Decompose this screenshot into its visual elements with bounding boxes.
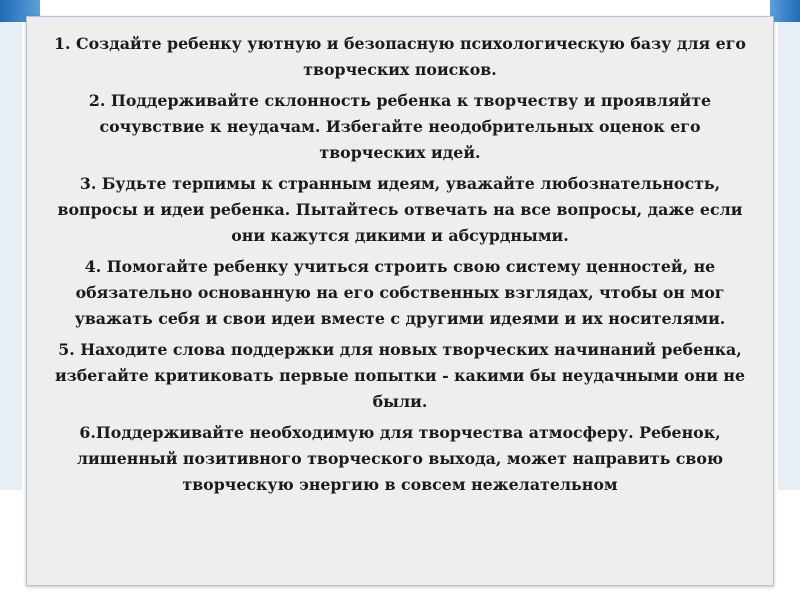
paragraph-2: 2. Поддерживайте склонность ребенка к творчеству и проявляйте сочувствие к неудачам. Избегайте неодобрительных оценок его творческих идей. bbox=[88, 91, 712, 162]
paragraph-4: 4. Помогайте ребенку учиться строить свою систему ценностей, не обязательно основанную на его собственных взглядах, чтобы он мог уважать себя и свои идеи вместе с другими идеями и их носителями. bbox=[74, 257, 726, 328]
paragraph-6: 6.Поддерживайте необходимую для творчества атмосферу. Ребенок, лишенный позитивного творческого выхода, может направить свою творческую энергию в совсем нежелательном bbox=[76, 423, 724, 494]
top-right-accent-bar bbox=[770, 0, 800, 22]
paragraph-5: 5. Находите слова поддержки для новых творческих начинаний ребенка, избегайте критиковать первые попытки - какими бы неудачными они не были. bbox=[54, 340, 746, 411]
paragraph-3: 3. Будьте терпимы к странным идеям, уважайте любознательность, вопросы и идеи ребенка. Пытайтесь отвечать на все вопросы, даже если они кажутся дикими и абсурдными. bbox=[57, 174, 743, 245]
left-decor-stripe bbox=[0, 0, 22, 490]
right-decor-stripe bbox=[778, 0, 800, 490]
text-block bbox=[49, 31, 751, 503]
content-box bbox=[26, 16, 774, 586]
paragraph-1: 1. Создайте ребенку уютную и безопасную психологическую базу для его творческих поисков. bbox=[54, 34, 746, 79]
